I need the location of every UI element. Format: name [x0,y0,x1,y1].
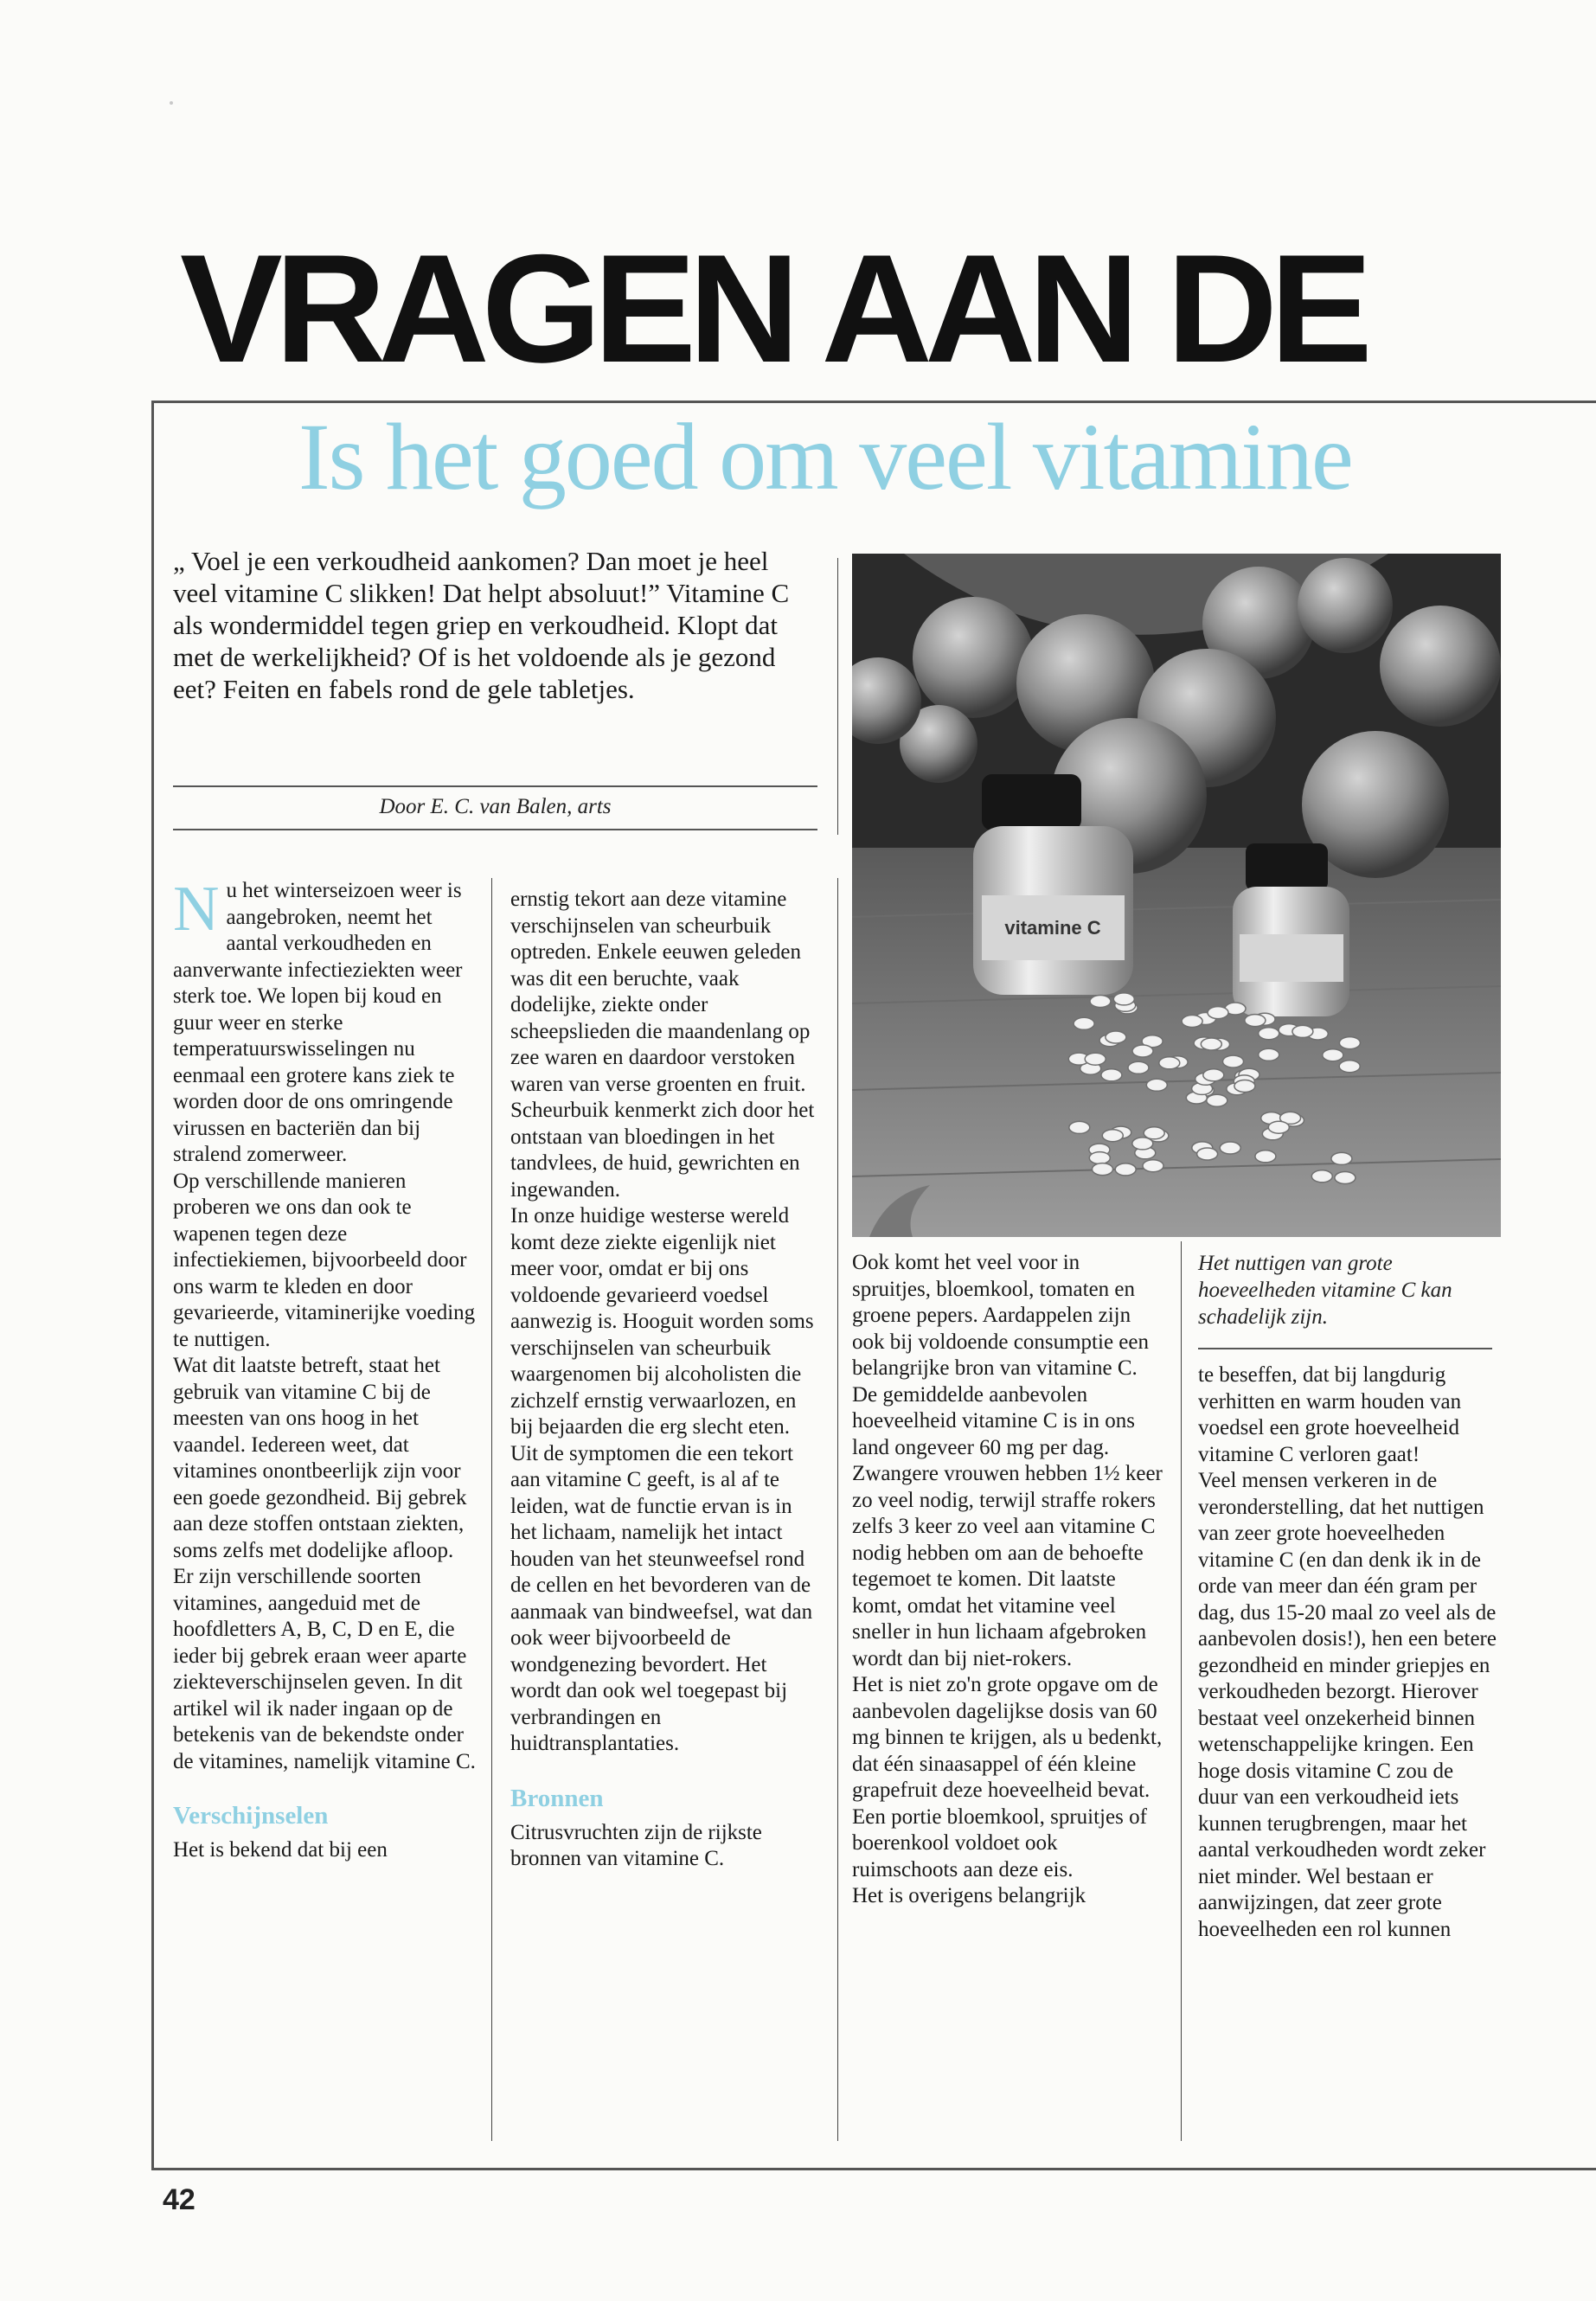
caption-rule [1198,1348,1492,1349]
tablet [1146,1079,1167,1091]
tablet [1259,1028,1279,1040]
tablet [1069,1121,1090,1133]
tablet [1106,1031,1126,1043]
tablet [1159,1057,1180,1069]
tablet [1085,1053,1106,1065]
tablet [1132,1138,1153,1150]
tablet [1234,1080,1255,1093]
column-1-paragraph-3: Wat dit laatste betreft, staat het gebruik van vitamine C bij de meesten van ons hoog in het vaandel. Iedereen weet, dat vitamines onontbeerlijk zijn voor een goede gezondheid. Bij gebrek aan deze stoffen ontstaan ziekten, soms zelfs met dodelijke afloop. [173,1354,467,1562]
section-heading-verschijnselen: Verschijnselen [173,1802,329,1830]
byline-bottom-rule [173,829,817,830]
tablet [1182,1016,1202,1028]
tablet [1132,1045,1153,1057]
bottle-label: vitamine C [1004,917,1101,939]
tablet [1115,1163,1136,1176]
tablet [1201,1038,1221,1050]
photo-illustration [852,554,1501,1237]
column-4-paragraph-2: Veel mensen verkeren in de veronderstelling, dat het nuttigen van zeer grote hoeveelheden vitamine C (en dan denk ik in de orde van meer dan één gram per dag, dus 15-20 maal zo veel als de aanbevolen dosis!), hen een betere gezondheid en minder griepjes en verkoudheden bezorgt. Hierover bestaat veel onzekerheid binnen wetenschappelijke kringen. Een hoge dosis vitamine C zou de duur van een verkoudheid iets kunnen terugbrengen, maar het aantal verkoudheden wordt zeker niet minder. Wel bestaan er aanwijzingen, dat zeer grote hoeveelheden een rol kunnen [1198,1469,1497,1941]
column-3-paragraph-2: Het is niet zo'n grote opgave om de aanbevolen dagelijkse dosis van 60 mg binnen te krijgen, als u bedenkt, dat één sinaasappel of één kleine grapefruit deze hoeveelheid bevat. Een portie bloemkool, spruitjes of boerenkool voldoet ook ruimschoots aan deze eis. [852,1673,1163,1881]
column-2-paragraph-1: ernstig tekort aan deze vitamine verschijnselen van scheurbuik optreden. Enkele eeuwen geleden was dit een beruchte, vaak dodelijke, ziekte onder scheepslieden die maandenlang op zee waren en daardoor verstoken waren van verse groenten en fruit. Scheurbuik kenmerkt zich door het ontstaan van bloedingen in het tandvlees, de huid, gewrichten en ingewanden. [510,888,815,1202]
tablet [1245,1015,1266,1027]
column-2-paragraph-2: In onze huidige westerse wereld komt deze ziekte eigenlijk niet meer voor, omdat er bij ons voldoende gevarieerd voedsel aanwezig is. Hooguit worden soms verschijnselen van scheurbuik waargenomen bij alcoholisten die zichzelf ernstig verwaarlozen, en bij bejaarden die erg slecht eten. [510,1204,814,1439]
article-column-4 [1198,1362,1497,1943]
column-divider-1 [491,878,492,2141]
column-1-paragraph-4: Er zijn verschillende soorten vitamines, aangeduid met de hoofdletters A, B, C, D en E, die ieder bij gebrek eraan weer aparte ziekteverschijnselen geven. In dit artikel wil ik nader ingaan op de betekenis van de bekendste onder de vitamines, namelijk vitamine C. [173,1565,476,1773]
tablet [1144,1127,1164,1139]
tablet [1292,1025,1313,1037]
table-surface [852,848,1501,1237]
tablet [1259,1048,1279,1061]
column-divider-2 [837,878,838,2141]
tablet [1223,1055,1244,1067]
column-3-paragraph-1: Ook komt het veel voor in spruitjes, bloemkool, tomaten en groene pepers. Aardappelen zijn ook bij voldoende consumptie een belangrijke bron van vitamine C. De gemiddelde aanbevolen hoeveelheid vitamine C is in ons land ongeveer 60 mg per dag. Zwangere vrouwen hebben 1½ keer zo veel nodig, terwijl straffe rokers zelfs 3 keer zo veel aan vitamine C nodig hebben om aan de behoefte tegemoet te komen. Dit laatste komt, omdat het vitamine veel sneller in hun lichaam afgebroken wordt dan bij niet-rokers. [852,1251,1163,1670]
column-2-paragraph-3: Uit de symptomen die een tekort aan vitamine C geeft, is al af te leiden, wat de functie ervan is in het lichaam, namelijk het intact houden van het steunweefsel rond de cellen en het bevorderen van de aanmaak van bindweefsel, wat dan ook weer bijvoorbeeld de wondgenezing bevordert. Het wordt dan ook wel toegepast bij verbrandingen en huidtransplantaties. [510,1441,813,1755]
tablet [1113,993,1134,1005]
drop-cap: N [173,874,220,945]
intro-text [173,545,817,705]
tablet [1311,1170,1332,1183]
subtitle: Is het goed om veel vitamine [298,404,1352,510]
article-column-3 [852,1250,1163,1910]
tablet [1207,1094,1227,1106]
column-1-paragraph-1: Nu het winterseizoen weer is aangebroken, neemt het aantal verkoudheden en aanverwante infectieziekten weer sterk toe. We lopen bij koud en guur weer en sterke temperatuurswisselingen nu eenmaal een grotere kans ziek te worden door de ons omringende virussen en bacteriën dan bij stralend zomerweer. [173,874,463,1166]
intro-divider [837,558,838,835]
section-heading-bronnen: Bronnen [510,1784,604,1812]
column-divider-3 [1181,1241,1182,2141]
tablet [1331,1152,1352,1164]
photo-caption: Het nuttigen van grote hoeveelheden vitamine C kan schadelijk zijn. [1198,1252,1452,1329]
tablet [1101,1069,1122,1081]
tablet [1128,1061,1149,1074]
column-4-paragraph-1: te beseffen, dat bij langdurig verhitten en warm houden van voedsel een grote hoeveelheid vitamine C verloren gaat! [1198,1363,1462,1466]
tablet [1090,996,1111,1008]
byline: Door E. C. van Balen, arts [379,795,612,818]
tablet [1143,1160,1163,1172]
tablet [1089,1152,1110,1164]
column-3-paragraph-3: Het is overigens belangrijk [852,1884,1086,1907]
byline-top-rule [173,785,817,787]
article-column-2 [510,887,822,1873]
article-column-1 [173,874,480,1864]
tablet [1093,1163,1113,1176]
tablet [1220,1142,1240,1154]
vitamin-c-photo [852,554,1501,1237]
intro-paragraph: „ Voel je een verkoudheid aankomen? Dan moet je heel veel vitamine C slikken! Dat helpt absoluut!” Vitamine C als wondermiddel tegen griep en verkoudheid. Klopt dat met de werkelijkheid? Of is het voldoende als je gezond eet? Feiten en fabels rond de gele tabletjes. [173,546,790,704]
headline: VRAGEN AAN DE [180,222,1365,394]
tablet [1323,1049,1343,1061]
tablet [1268,1121,1289,1133]
tablet [1102,1130,1123,1142]
tablet [1335,1172,1356,1184]
scan-speck [170,101,173,105]
tablet [1197,1148,1218,1160]
column-1-paragraph-2: Op verschillende manieren proberen we ons dan ook te wapenen tegen deze infectiekiemen, bijvoorbeeld door ons warm te kleden en door gevarieerde, vitaminerijke voeding te nuttigen. [173,1169,476,1351]
tablet [1074,1017,1094,1029]
column-2-paragraph-4: Citrusvruchten zijn de rijkste bronnen van vitamine C. [510,1820,762,1870]
page-number: 42 [163,2183,195,2216]
tablet [1255,1150,1276,1163]
tablet [1208,1007,1228,1019]
tablet [1339,1037,1360,1049]
tablet [1203,1069,1224,1081]
column-1-paragraph-5: Het is bekend dat bij een [173,1838,388,1862]
tablet [1339,1061,1360,1073]
